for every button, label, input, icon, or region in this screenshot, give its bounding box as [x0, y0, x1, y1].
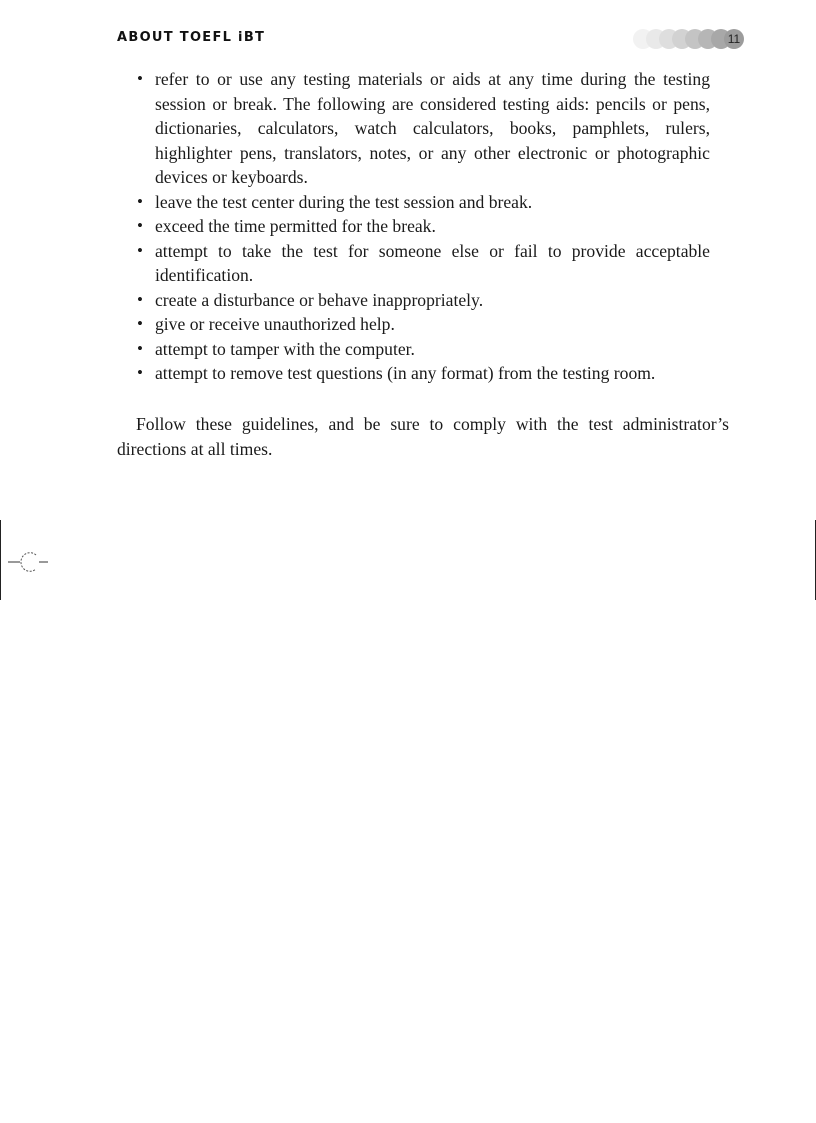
list-item — [135, 337, 710, 362]
bullet-icon: • — [137, 289, 143, 309]
list-item-text: leave the test center during the test session and break. — [155, 191, 533, 212]
list-item-text: attempt to take the test for someone else or fail to provide acceptable identification. — [155, 240, 710, 285]
bullet-icon: • — [137, 69, 143, 88]
bullet-icon: • — [137, 314, 143, 333]
list-item — [135, 312, 710, 337]
list-item-text: create a disturbance or behave inappropriately. — [155, 289, 484, 310]
list-item — [135, 288, 710, 313]
list-item — [135, 214, 710, 239]
page-number-badge — [632, 28, 746, 50]
list-item-text: exceed the time permitted for the break. — [155, 216, 436, 236]
list-item — [135, 239, 710, 288]
list-item-text: refer to or use any testing materials or aids at any time during the testing session or break. The following are considered testing aids: pencils or pens, dictionaries, calculators, watch calculators, books, pamphlets, rulers, highlighter pens, translators, notes, or any other electronic or photographic devices or keyboards. — [155, 69, 710, 187]
list-item-text: attempt to remove test questions (in any format) from the testing room. — [155, 363, 656, 383]
list-item — [135, 67, 710, 190]
bullet-icon: • — [137, 216, 143, 235]
bullet-icon: • — [137, 240, 143, 260]
registration-mark-icon — [8, 550, 50, 574]
running-head-title: ABOUT TOEFL iBT — [117, 30, 266, 45]
bullet-icon: • — [137, 363, 143, 382]
closing-paragraph: Follow these guidelines, and be sure to comply with the test administrator’s directions at all times. — [117, 414, 729, 459]
list-item-text: attempt to tamper with the computer. — [155, 338, 415, 359]
list-item — [135, 190, 710, 215]
list-item — [135, 361, 710, 386]
list-item-text: give or receive unauthorized help. — [155, 314, 395, 334]
testing-rules-list — [135, 67, 710, 386]
page-number: 11 — [727, 32, 741, 46]
bullet-icon: • — [137, 191, 143, 211]
bullet-icon: • — [137, 338, 143, 358]
crop-mark-left — [0, 520, 1, 600]
